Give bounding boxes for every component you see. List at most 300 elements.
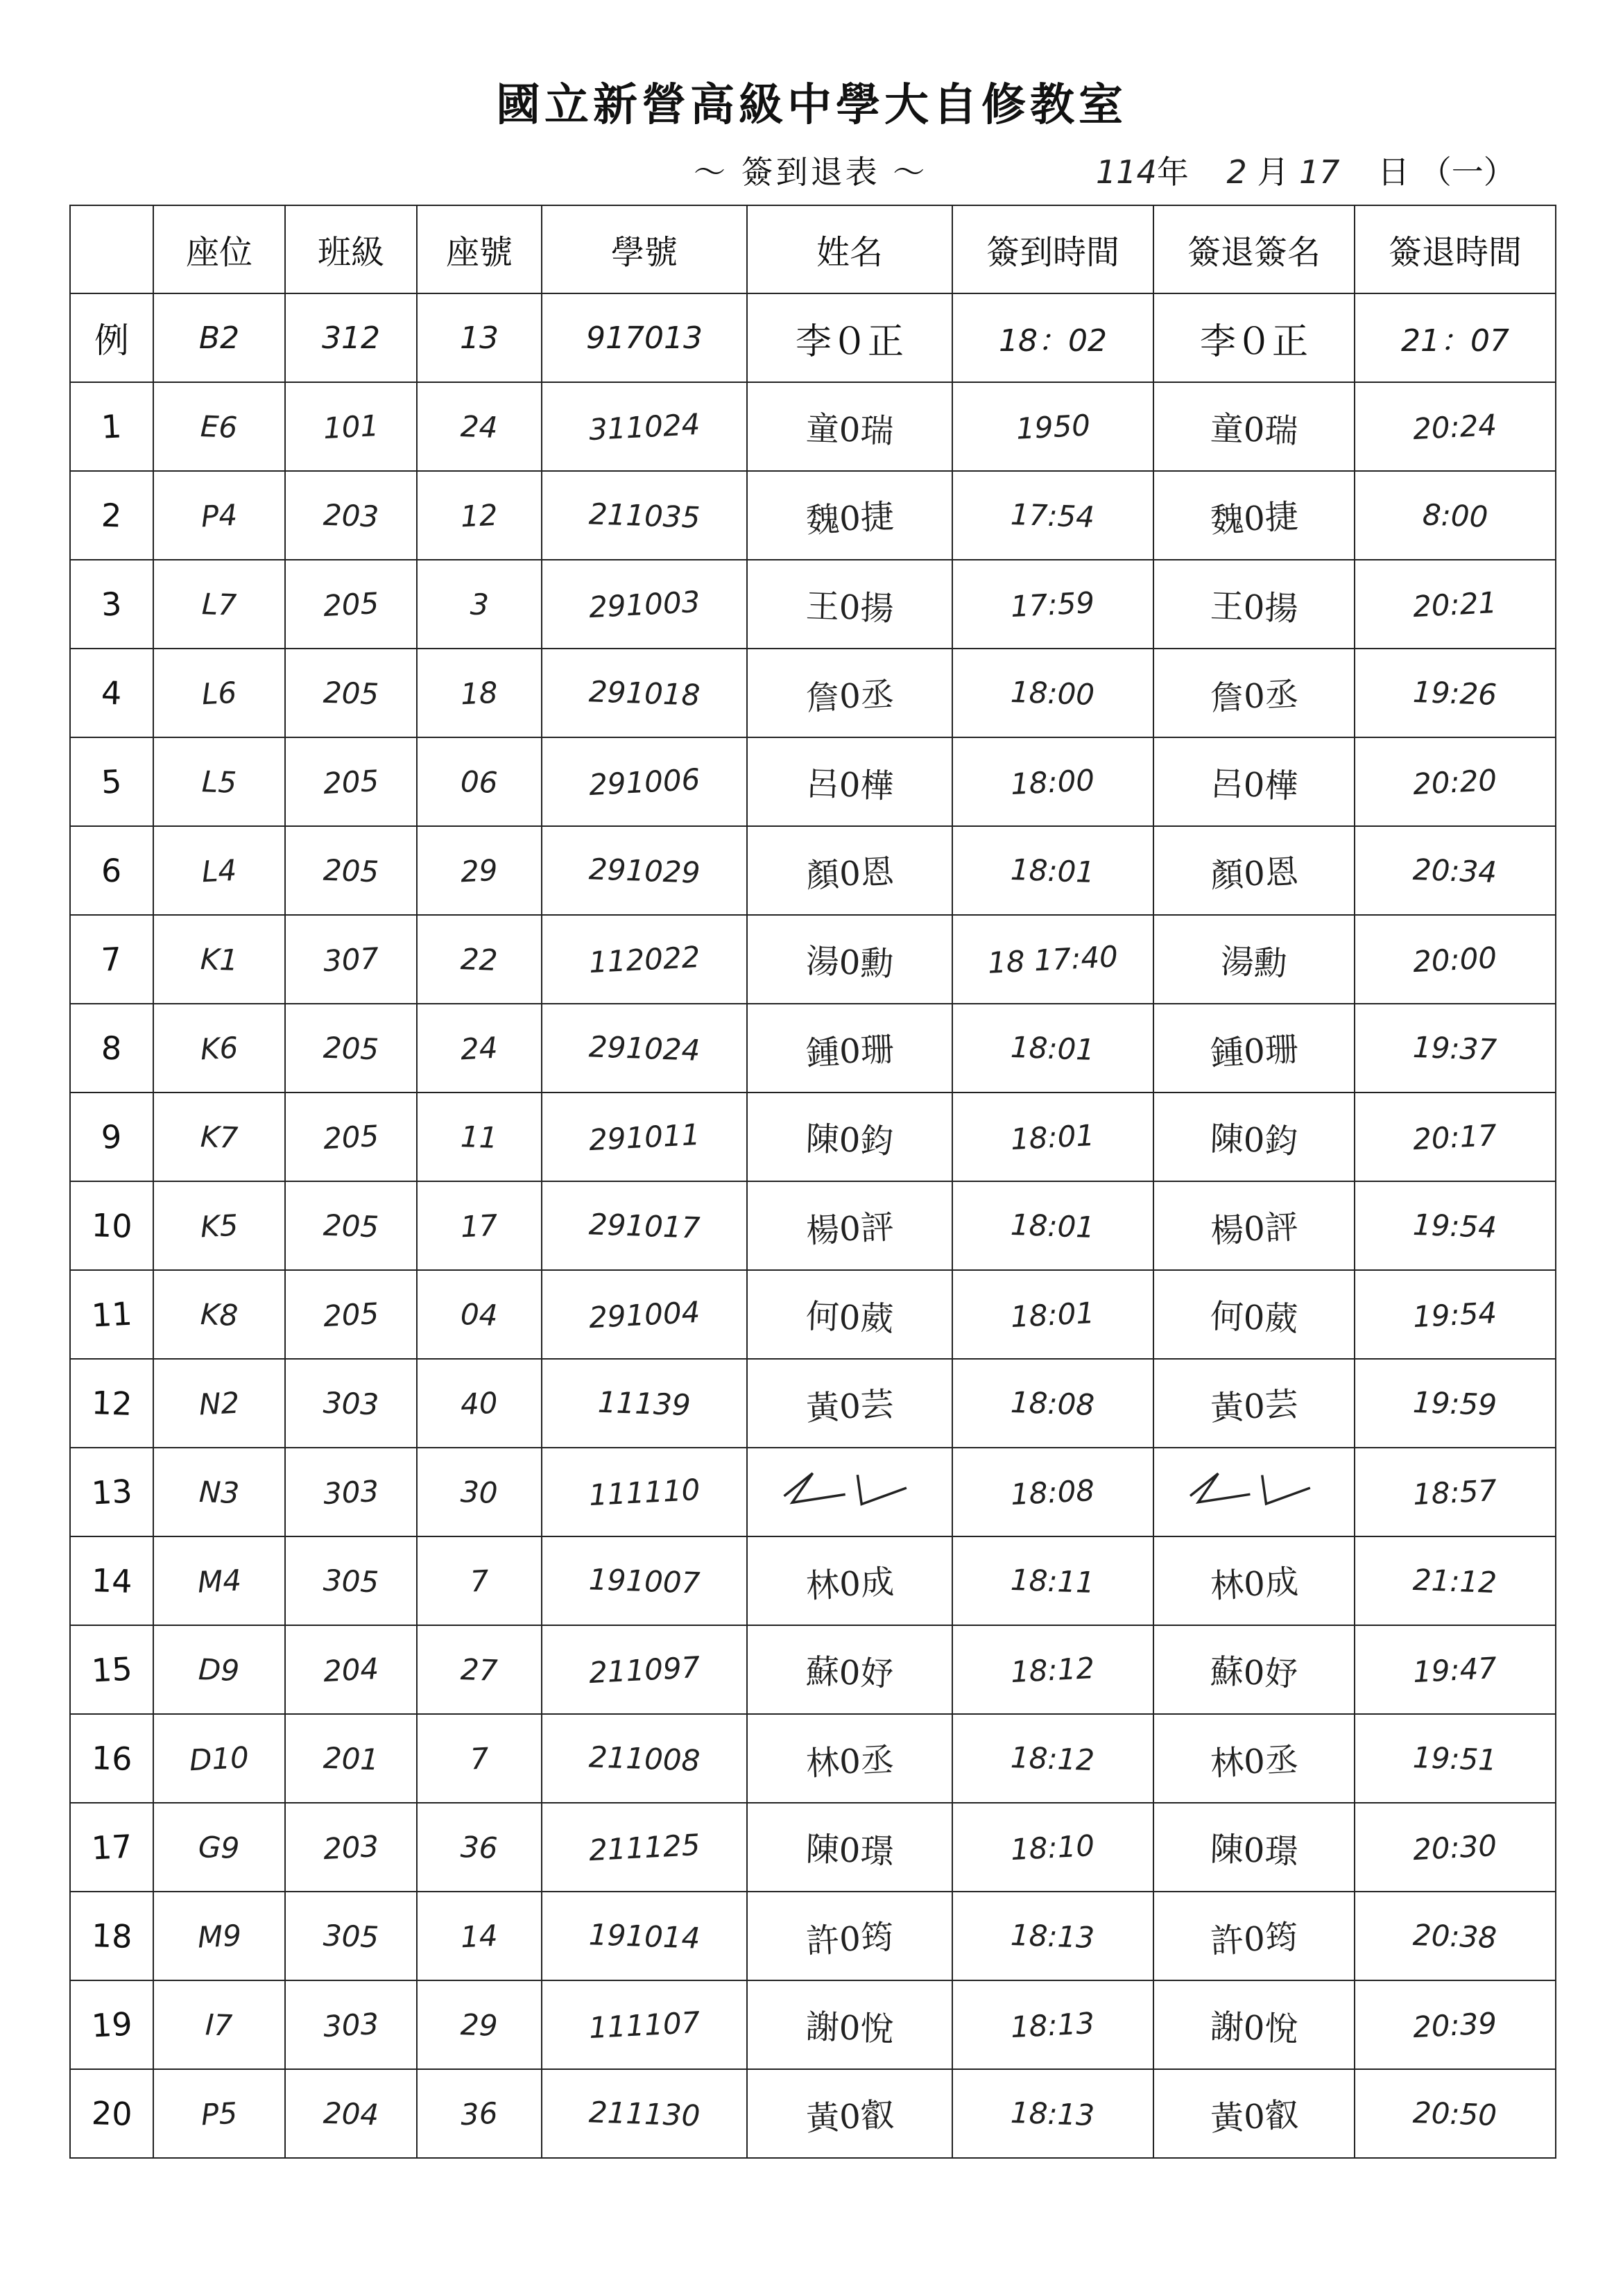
table-row — [70, 1892, 1556, 1980]
signature-scribble — [768, 1460, 931, 1516]
col-header-rowno — [70, 205, 153, 293]
row-checkout-time — [1355, 1625, 1556, 1714]
row-student-id-value: 291006 — [587, 762, 701, 802]
row-class-value: 205 — [323, 1030, 379, 1066]
row-checkout-time-value: 19:54 — [1412, 1207, 1498, 1244]
row-seat-value: M9 — [196, 1917, 242, 1955]
row-name — [747, 826, 952, 915]
form-subtitle: ～ 簽到退表 ～ — [694, 153, 928, 191]
example-class: 312 — [285, 293, 417, 382]
table-row — [70, 560, 1556, 649]
row-student-id — [542, 1181, 747, 1270]
row-checkin-time — [952, 826, 1153, 915]
row-seat — [153, 1803, 285, 1892]
row-checkout-sign-value: 王0揚 — [1209, 586, 1299, 628]
row-checkout-sign — [1153, 1448, 1355, 1536]
row-seat-value: I7 — [205, 2007, 234, 2043]
row-seat-number — [417, 1093, 542, 1181]
row-class-value: 303 — [322, 2006, 380, 2044]
example-label: 例 — [70, 293, 153, 382]
table-row — [70, 1181, 1556, 1270]
row-number-value: 1 — [100, 407, 123, 446]
row-seat-number-value: 27 — [460, 1652, 499, 1688]
row-seat-value: P5 — [200, 2096, 239, 2132]
row-checkin-time-value: 18:01 — [1010, 852, 1096, 889]
row-name-value: 鍾0珊 — [805, 1029, 895, 1073]
row-number-value: 13 — [90, 1472, 133, 1512]
row-name-value: 童0瑞 — [805, 409, 895, 451]
row-name-value: 詹0丞 — [805, 674, 895, 718]
row-student-id-value: 111110 — [587, 1472, 701, 1512]
table-row — [70, 1980, 1556, 2069]
row-number-value: 15 — [90, 1650, 133, 1690]
row-seat-number — [417, 649, 542, 737]
col-header-number: 座號 — [417, 205, 542, 293]
row-seat-number-value: 30 — [460, 1474, 499, 1510]
row-seat-value: D10 — [188, 1740, 250, 1777]
row-checkout-time-value: 20:17 — [1412, 1117, 1498, 1156]
row-seat-number — [417, 471, 542, 560]
row-seat-value: L4 — [200, 853, 238, 889]
row-number-value: 6 — [101, 851, 123, 890]
row-number — [70, 560, 153, 649]
row-number — [70, 1803, 153, 1892]
row-checkin-time — [952, 915, 1153, 1004]
row-seat-number — [417, 915, 542, 1004]
row-checkout-sign — [1153, 1803, 1355, 1892]
row-student-id — [542, 382, 747, 471]
row-checkout-sign — [1153, 737, 1355, 826]
row-checkout-time-value: 8:00 — [1422, 497, 1488, 534]
row-checkout-sign — [1153, 1536, 1355, 1625]
row-class-value: 205 — [322, 763, 380, 800]
row-checkin-time-value: 17:54 — [1010, 497, 1096, 534]
row-seat-value: L7 — [201, 586, 237, 622]
example-number: 13 — [417, 293, 542, 382]
row-checkin-time-value: 18:01 — [1010, 1295, 1096, 1334]
row-class-value: 205 — [323, 853, 379, 889]
row-class — [285, 915, 417, 1004]
row-seat-value: L6 — [200, 675, 238, 711]
row-name — [747, 1980, 952, 2069]
row-name-value: 楊0評 — [805, 1207, 895, 1251]
row-name-value: 謝0悅 — [805, 2007, 895, 2049]
row-student-id — [542, 1625, 747, 1714]
row-number-value: 17 — [90, 1827, 133, 1867]
row-checkout-sign-value: 黃0芸 — [1209, 1385, 1299, 1428]
row-checkout-sign — [1153, 1181, 1355, 1270]
row-number-value: 5 — [100, 762, 123, 801]
row-checkout-time-value: 20:24 — [1412, 407, 1498, 446]
row-name-value: 許0筠 — [805, 1917, 895, 1961]
row-checkout-time — [1355, 1270, 1556, 1359]
row-seat-number-value: 7 — [469, 1740, 490, 1776]
row-name — [747, 2069, 952, 2158]
row-student-id — [542, 2069, 747, 2158]
row-seat — [153, 560, 285, 649]
row-number-value: 7 — [100, 940, 123, 979]
row-checkout-time-value: 18:57 — [1412, 1473, 1498, 1511]
col-header-seat: 座位 — [153, 205, 285, 293]
row-checkout-sign — [1153, 649, 1355, 737]
table-row — [70, 1536, 1556, 1625]
table-row — [70, 1270, 1556, 1359]
table-row — [70, 471, 1556, 560]
row-seat-number — [417, 1181, 542, 1270]
example-name: 李０正 — [747, 293, 952, 382]
table-row — [70, 1359, 1556, 1448]
row-student-id — [542, 1270, 747, 1359]
row-checkout-time — [1355, 1892, 1556, 1980]
row-checkin-time — [952, 649, 1153, 737]
row-class — [285, 1004, 417, 1093]
table-row — [70, 1004, 1556, 1093]
date-month-label: 月 — [1257, 153, 1289, 191]
row-seat-value: N2 — [198, 1385, 241, 1421]
row-checkout-time-value: 19:59 — [1412, 1385, 1498, 1422]
row-student-id — [542, 1980, 747, 2069]
row-student-id-value: 11139 — [597, 1385, 692, 1422]
row-seat — [153, 1004, 285, 1093]
row-checkin-time — [952, 1448, 1153, 1536]
row-seat-number — [417, 382, 542, 471]
row-class — [285, 1536, 417, 1625]
row-student-id — [542, 1359, 747, 1448]
row-seat-number — [417, 826, 542, 915]
row-name-value: 黃0芸 — [805, 1385, 895, 1428]
row-number — [70, 649, 153, 737]
row-checkout-sign-value: 謝0悅 — [1209, 2007, 1299, 2049]
row-number — [70, 915, 153, 1004]
row-number — [70, 1536, 153, 1625]
row-student-id-value: 191007 — [588, 1561, 701, 1600]
row-student-id-value: 211097 — [587, 1650, 701, 1690]
row-number — [70, 2069, 153, 2158]
row-class-value: 201 — [323, 1740, 379, 1776]
row-checkout-time — [1355, 2069, 1556, 2158]
row-seat-number-value: 36 — [460, 1829, 499, 1865]
row-checkout-time — [1355, 1181, 1556, 1270]
row-seat-value: K7 — [200, 1119, 239, 1155]
col-header-student-id: 學號 — [542, 205, 747, 293]
row-checkin-time-value: 18:12 — [1010, 1650, 1096, 1689]
row-checkout-time-value: 20:38 — [1412, 1917, 1498, 1955]
row-checkout-time — [1355, 915, 1556, 1004]
row-checkin-time-value: 18:01 — [1010, 1207, 1096, 1244]
row-seat — [153, 915, 285, 1004]
row-number-value: 9 — [100, 1117, 123, 1156]
row-seat — [153, 1181, 285, 1270]
row-class — [285, 737, 417, 826]
row-name-value: 魏0捷 — [805, 497, 895, 540]
row-checkin-time — [952, 1093, 1153, 1181]
row-checkout-time — [1355, 471, 1556, 560]
row-number-value: 3 — [100, 585, 123, 624]
row-class-value: 307 — [322, 941, 380, 978]
table-row — [70, 382, 1556, 471]
row-class — [285, 2069, 417, 2158]
row-name — [747, 471, 952, 560]
row-seat-number — [417, 1448, 542, 1536]
example-checkout-time: 21：07 — [1355, 293, 1556, 382]
table-row — [70, 649, 1556, 737]
row-checkout-sign-value: 湯勳 — [1219, 941, 1288, 984]
row-checkout-time — [1355, 1093, 1556, 1181]
row-class — [285, 1980, 417, 2069]
row-number-value: 14 — [90, 1561, 133, 1601]
row-number — [70, 1270, 153, 1359]
row-class-value: 303 — [322, 1473, 380, 1511]
date-weekday: （一） — [1419, 153, 1515, 191]
row-checkout-sign — [1153, 560, 1355, 649]
row-class-value: 203 — [322, 1828, 380, 1866]
row-checkout-sign — [1153, 1980, 1355, 2069]
row-checkin-time — [952, 1803, 1153, 1892]
row-number — [70, 1625, 153, 1714]
row-seat-number — [417, 1270, 542, 1359]
row-seat — [153, 1892, 285, 1980]
row-checkin-time-value: 18:00 — [1010, 762, 1096, 801]
row-student-id — [542, 471, 747, 560]
row-class — [285, 1093, 417, 1181]
row-class — [285, 1270, 417, 1359]
row-seat-value: K8 — [200, 1296, 239, 1333]
row-student-id — [542, 1448, 747, 1536]
row-seat-value: E6 — [200, 409, 239, 445]
row-checkout-sign-value: 蘇0妤 — [1209, 1652, 1299, 1694]
signature-scribble — [1174, 1460, 1334, 1516]
row-student-id-value: 291029 — [588, 851, 701, 890]
row-seat — [153, 382, 285, 471]
row-checkout-sign — [1153, 1004, 1355, 1093]
row-class — [285, 382, 417, 471]
date-month: 2 — [1226, 153, 1247, 191]
row-checkin-time-value: 18:08 — [1010, 1385, 1096, 1422]
row-class-value: 205 — [322, 585, 380, 623]
row-seat-number — [417, 2069, 542, 2158]
row-class-value: 204 — [322, 1651, 380, 1688]
table-row — [70, 2069, 1556, 2158]
row-student-id-value: 211130 — [588, 2094, 701, 2133]
row-class-value: 205 — [323, 675, 379, 711]
row-name-value: 林0成 — [805, 1562, 895, 1606]
row-checkin-time — [952, 1181, 1153, 1270]
col-header-class: 班級 — [285, 205, 417, 293]
example-checkin: 18：02 — [952, 293, 1153, 382]
row-student-id-value: 191014 — [588, 1917, 701, 1955]
row-class — [285, 826, 417, 915]
row-checkout-sign — [1153, 382, 1355, 471]
row-seat-value: D9 — [198, 1652, 241, 1688]
row-checkin-time-value: 18:13 — [1010, 2095, 1096, 2132]
row-seat-number — [417, 1536, 542, 1625]
row-number-value: 11 — [90, 1294, 133, 1335]
row-seat-number — [417, 737, 542, 826]
row-checkout-sign — [1153, 915, 1355, 1004]
row-student-id — [542, 915, 747, 1004]
row-name-value: 何0葳 — [805, 1296, 895, 1339]
row-checkout-sign-value: 許0筠 — [1209, 1917, 1299, 1961]
row-student-id-value: 111107 — [587, 2005, 701, 2045]
row-checkout-sign-value: 呂0樺 — [1209, 764, 1299, 806]
row-seat — [153, 2069, 285, 2158]
row-checkin-time — [952, 1625, 1153, 1714]
row-class — [285, 1625, 417, 1714]
row-checkin-time-value: 18:00 — [1010, 674, 1096, 712]
row-checkout-time-value: 21:12 — [1412, 1562, 1498, 1600]
row-checkout-time — [1355, 1004, 1556, 1093]
row-name — [747, 649, 952, 737]
row-checkout-time — [1355, 1980, 1556, 2069]
row-checkin-time-value: 1950 — [1015, 407, 1091, 446]
row-seat-number-value: 04 — [460, 1296, 499, 1333]
row-student-id-value: 211125 — [587, 1827, 701, 1867]
row-seat-number — [417, 560, 542, 649]
row-class — [285, 471, 417, 560]
row-checkout-time — [1355, 649, 1556, 737]
row-checkout-sign-value: 詹0丞 — [1209, 674, 1299, 718]
row-seat — [153, 1980, 285, 2069]
row-class-value: 205 — [322, 1296, 380, 1333]
row-checkout-sign-value: 魏0捷 — [1209, 497, 1299, 540]
row-student-id-value: 112022 — [587, 939, 701, 979]
col-header-name: 姓名 — [747, 205, 952, 293]
row-checkin-time — [952, 1270, 1153, 1359]
row-seat-value: P4 — [200, 497, 239, 533]
row-number-value: 16 — [90, 1738, 133, 1779]
row-student-id-value: 291018 — [588, 674, 701, 712]
row-class — [285, 1892, 417, 1980]
row-student-id-value: 291004 — [587, 1294, 701, 1335]
row-class-value: 205 — [323, 1208, 379, 1244]
row-checkin-time-value: 18 17:40 — [986, 939, 1119, 980]
col-header-checkin-time: 簽到時間 — [952, 205, 1153, 293]
row-checkin-time — [952, 1536, 1153, 1625]
row-name — [747, 1270, 952, 1359]
row-checkin-time — [952, 1714, 1153, 1803]
row-seat-number-value: 36 — [460, 2096, 499, 2132]
row-name — [747, 1004, 952, 1093]
row-checkin-time-value: 18:12 — [1010, 1740, 1096, 1777]
row-class-value: 203 — [323, 497, 379, 533]
row-class-value: 303 — [323, 1385, 379, 1421]
row-name-value: 蘇0妤 — [805, 1652, 895, 1694]
row-checkin-time — [952, 1892, 1153, 1980]
row-class — [285, 1803, 417, 1892]
row-number — [70, 382, 153, 471]
row-seat-number — [417, 1004, 542, 1093]
row-number — [70, 1093, 153, 1181]
row-seat-number-value: 22 — [460, 941, 499, 977]
row-student-id-value: 291024 — [588, 1029, 701, 1068]
row-checkout-sign-value: 楊0評 — [1209, 1207, 1299, 1251]
row-checkin-time-value: 18:08 — [1010, 1473, 1096, 1511]
col-header-checkout-sign: 簽退簽名 — [1153, 205, 1355, 293]
row-name-value: 陳0鈞 — [805, 1119, 895, 1161]
row-seat-number-value: 11 — [460, 1119, 499, 1155]
row-name-value: 陳0璟 — [805, 1829, 895, 1871]
row-seat-number — [417, 1892, 542, 1980]
row-checkout-sign — [1153, 471, 1355, 560]
header-row — [70, 205, 1556, 293]
row-checkin-time-value: 18:01 — [1010, 1029, 1096, 1067]
row-checkout-time-value: 20:00 — [1412, 940, 1498, 979]
row-student-id — [542, 1004, 747, 1093]
row-checkout-sign-value: 陳0璟 — [1209, 1829, 1299, 1871]
row-class — [285, 560, 417, 649]
example-row — [70, 293, 1556, 382]
row-number-value: 12 — [90, 1383, 133, 1423]
row-checkout-sign-value: 陳0鈞 — [1209, 1119, 1299, 1161]
row-checkout-time-value: 20:39 — [1412, 2005, 1498, 2044]
row-checkout-time — [1355, 737, 1556, 826]
row-seat-number — [417, 1980, 542, 2069]
row-checkin-time — [952, 471, 1153, 560]
row-seat-number — [417, 1714, 542, 1803]
row-student-id-value: 291017 — [588, 1206, 701, 1245]
row-checkout-time — [1355, 382, 1556, 471]
table-row — [70, 1803, 1556, 1892]
row-number — [70, 1714, 153, 1803]
row-seat — [153, 1714, 285, 1803]
row-name — [747, 560, 952, 649]
row-checkout-sign — [1153, 826, 1355, 915]
row-number-value: 8 — [101, 1029, 123, 1068]
row-checkout-time — [1355, 560, 1556, 649]
row-seat-number — [417, 1359, 542, 1448]
row-number — [70, 1004, 153, 1093]
example-student-id: 917013 — [542, 293, 747, 382]
row-checkout-time-value: 20:34 — [1412, 852, 1498, 889]
row-seat-number-value: 17 — [460, 1208, 499, 1244]
row-number-value: 18 — [90, 1916, 133, 1956]
row-checkin-time-value: 18:10 — [1010, 1828, 1096, 1867]
row-seat-value: M4 — [196, 1562, 242, 1600]
row-seat-number-value: 40 — [460, 1385, 499, 1421]
row-seat-number — [417, 1625, 542, 1714]
row-checkout-sign-value: 何0葳 — [1209, 1296, 1299, 1339]
table-row — [70, 1625, 1556, 1714]
row-student-id-value: 291011 — [587, 1117, 701, 1157]
row-checkin-time — [952, 2069, 1153, 2158]
row-checkin-time — [952, 737, 1153, 826]
row-student-id-value: 311024 — [587, 406, 701, 447]
row-number-value: 20 — [90, 2093, 133, 2134]
row-name-value: 王0揚 — [805, 586, 895, 628]
row-class-value: 305 — [323, 1563, 379, 1599]
row-checkin-time-value: 18:13 — [1010, 2005, 1096, 2044]
row-number-value: 19 — [90, 2005, 133, 2045]
row-seat-number-value: 3 — [469, 587, 490, 622]
row-student-id — [542, 1892, 747, 1980]
table-row — [70, 1448, 1556, 1536]
row-number-value: 4 — [101, 674, 123, 712]
row-seat-number-value: 29 — [460, 853, 499, 889]
row-name — [747, 1536, 952, 1625]
row-name — [747, 1093, 952, 1181]
row-checkout-time-value: 19:51 — [1412, 1740, 1498, 1777]
row-student-id — [542, 1714, 747, 1803]
row-name — [747, 1892, 952, 1980]
row-seat-number-value: 24 — [460, 409, 499, 445]
row-seat-number — [417, 1803, 542, 1892]
row-seat-value: K6 — [199, 1030, 239, 1066]
row-name — [747, 1359, 952, 1448]
row-seat-value: K5 — [199, 1208, 239, 1244]
row-seat-number-value: 7 — [469, 1563, 490, 1599]
row-seat-number-value: 14 — [460, 1918, 499, 1954]
form-title: 國立新營高級中學大自修教室 — [496, 79, 1127, 131]
